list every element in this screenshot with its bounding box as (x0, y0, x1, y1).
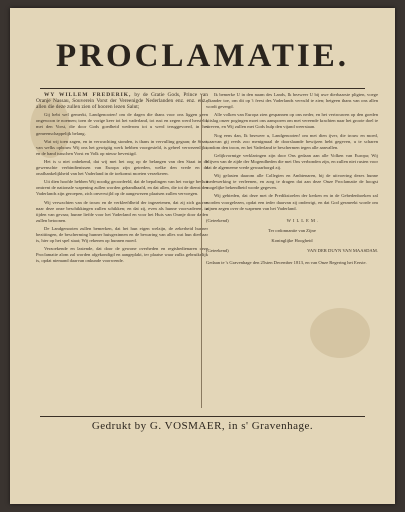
top-rule (40, 88, 365, 89)
printer-line: Gedrukt by G. VOSMAER, in s' Gravenhage. (91, 420, 314, 432)
left-paragraph: Uit dien hoofde hebben Wij noodig geoordeeld, dat de bepalingen van het vorige besluit omtrent de nationale wapening zullen worden gehandhaafd, en dat allen, die tot de dienst des Vaderlands zijn geroepen, zich onverwijld op de aangewezen plaatsen zullen vervoegen. (36, 179, 208, 197)
signer-name: WILLEM. (286, 217, 321, 223)
left-paragraph: Het is u niet onbekend, dat wij met het oog op de belangen van den Staat in de gewenschte verbindtenissen van Europa zijn getreden, welke den vrede en de onafhankelijkheid van het Vaderland in de toekomst moeten verzekeren. (36, 158, 208, 177)
order-line: Ter ordonnantie van Zijne (268, 227, 316, 233)
left-paragraph: Gij hebt wel gemerkt, Landgenooten! om de dagen die thans voor ons liggen geen ongewoon te noemen; toen de vorige keer tot het vaderland, tot rust en zegen werd hersteld, met den Vorst, die door Gods goedheid wederom tot u werd teruggevoerd, in het gemeenschappelijk belang. (36, 112, 208, 136)
order-line-2: Koninglijke Hoogheid (271, 237, 313, 243)
signature-block (206, 218, 378, 266)
signature-row (206, 218, 378, 224)
left-paragraph: Verzoekende en lastende, dat door de gewone overheden en regtsbedienaren deze Proclamatie alom zal worden afgekondigd en aangeplakt, ter plaatse waar zulks gebruikelijk is, opdat niemand daarvan onkunde voorwende. (36, 246, 208, 264)
bottom-rule (40, 416, 365, 417)
countersigner-name: VAN DER DUYN VAN MAASDAM. (307, 247, 378, 253)
opening-name: WY WILLEM FREDERIK, (44, 92, 132, 98)
column-divider (201, 94, 202, 408)
right-paragraph: Wij gelasten daarom alle Collegien en Ambtenaren, bij de uitvoering dezes hunne medewerking te verleenen, en zorg te dragen dat aan deze Onze Proclamatie de hoogst mogelijke bekendheid worde gegeven. (206, 173, 378, 191)
right-paragraph: Wij gebieden, dat deze met de Predikstoelen der kerken en in de Gebedenboeken zal worden voorgelezen, opdat een ieder daarvan zij onderrigt, en dat God gesmeekt worde om zijnen zegen over de wapenen van het Vaderland. (206, 193, 378, 211)
countersign-row (206, 248, 378, 254)
right-paragraph: Ik bemerke U in den naam des Lands, Ik bezweer U bij uwe dierbaarste pligten, voege elkander toe, om dit op 't feest des Vaderlands vervuld te zien; hetgeen thans van ons allen wordt gevergd. (206, 92, 378, 110)
left-text-column (36, 92, 208, 410)
right-text-column (206, 92, 378, 410)
opening-rest: by de Gratie Gods, Prince van Oranje Nassau, Souverein Vorst der Vereenigde Nederlanden enz. enz. enz., allen die deze zullen zien of hooren lezen Salut; (36, 92, 208, 111)
right-paragraph: Gelijkvormige verklaringen zijn door Ons gedaan aan alle Volken van Europa; Wij blijven van de zijde der Mogendheden die met Ons verbonden zijn, en zullen niet rusten voor dat de algemeene vrede gewaarborgd zij. (206, 152, 378, 171)
left-paragraph: Wat wij toen zagen, en in verwachting stonden, is thans in vervulling gegaan; de Staat, van welks opbouw Wij ons het gewigtig werk hebben voorgesteld, is geheel verwezenlijkt, en de band tusschen Vorst en Volk op nieuw bevestigd. (36, 138, 208, 156)
right-paragraph: Nog eens dan, Ik bezweer u, Landgenooten! om met dien ijver, die trouw en moed, waarvan gij reeds zoo menigmaal de doorslaande bewijzen hebt gegeven, u te scharen rondom den troon, en het Vaderland te beschermen tegen alle aanvallen. (206, 132, 378, 150)
date-line: Gedaan te 's Gravenhage den 25sten December 1813, en van Onze Regering het Eerste. (206, 260, 367, 266)
opening-paragraph (36, 92, 208, 110)
countersign-label: (Geteekend) (206, 247, 229, 253)
seal-label: (Geteekend) (206, 217, 229, 223)
left-paragraph: De Landgenooten zullen bemerken, dat het hun eigen welzijn, de zekerheid hunner bezittingen, de bescherming hunner huisgezinnen en de bewaring van alles wat hun dierbaar is, hier op het spel staat; Wij rekenen op hunnen moed. (36, 225, 208, 244)
right-paragraph: Alle volken van Europa zien gespannen op ons neder, en het vertrouwen op den goeden uitslag onzer pogingen moet ons aansporen om met vereende krachten naar het groote doel te streven, en Wij zullen met Gods hulp den vijand weerstaan. (206, 112, 378, 130)
proclamation-sheet (10, 8, 395, 504)
left-paragraph: Wij verwachten van de trouw en de verkleefdheid der ingezetenen, dat zij zich gaarne naar deze onze beschikkingen zullen schikken; en dat zij, even als hunne voorvaderen, in tijden van gevaar, hunne liefde voor het Vaderland en voor het Huis van Oranje door daden zullen betoonen. (36, 199, 208, 223)
document-title: PROCLAMATIE. (56, 38, 349, 74)
